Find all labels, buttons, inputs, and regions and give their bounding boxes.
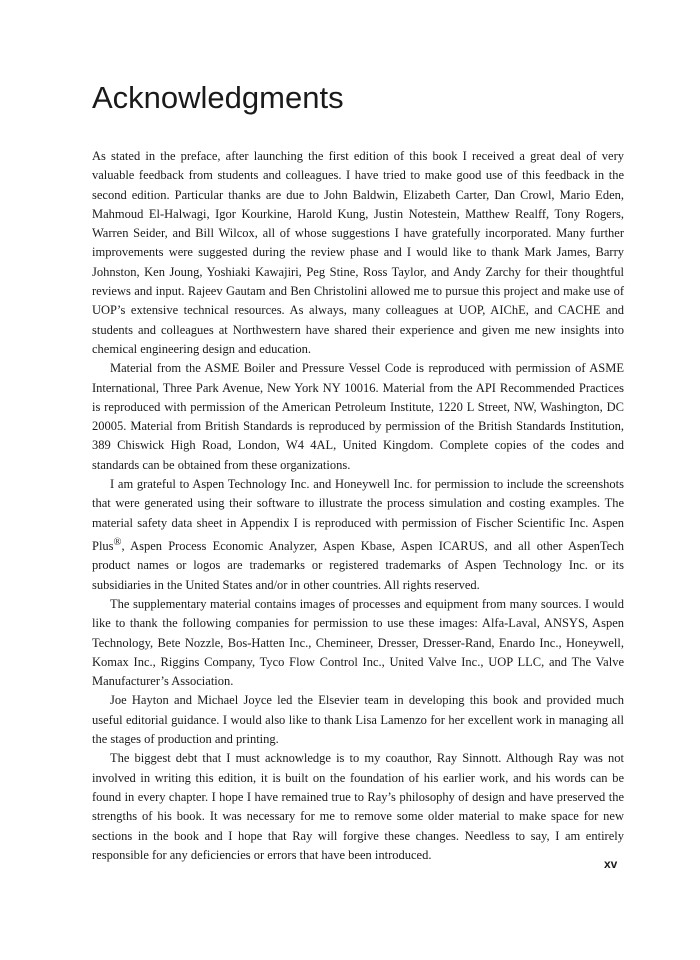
page-title: Acknowledgments (92, 80, 344, 115)
paragraph-editorial-team: Joe Hayton and Michael Joyce led the Elsevier team in developing this book and provided much useful editorial guidance. I would also like to thank Lisa Lamenzo for her excellent work in managing all the stages of production and printing. (92, 693, 624, 747)
paragraph-supplementary-material: The supplementary material contains images of processes and equipment from many sources. I would like to thank the following companies for permission to use these images: Alfa-Laval, ANSYS, Aspen Technology, Bete Nozzle, Bos-Hatten Inc., Chemineer, Dresser, Dresser-Rand, Enardo Inc., Honeywell, Komax Inc., Riggins Company, Tyco Flow Control Inc., United Valve Inc., UOP LLC, and The Valve Manufacturer’s Association. (92, 596, 624, 689)
paragraph-standards-permissions: Material from the ASME Boiler and Pressure Vessel Code is reproduced with permission of ASME International, Three Park Avenue, New York NY 10016. Material from the API Recommended Practices is reproduced with permission of the American Petroleum Institute, 1220 L Street, NW, Washington, DC 20005. Material from British Standards is reproduced by permission of the British Standards Institution, 389 Chiswick High Road, London, W4 4AL, United Kingdom. Complete copies of the codes and standards can be obtained from these organizations. (92, 361, 624, 472)
body-text (92, 147, 624, 865)
paragraph-software-permissions (92, 475, 624, 595)
paragraph-software-text-end: , Aspen Process Economic Analyzer, Aspen Kbase, Aspen ICARUS, and all other AspenTech product names or logos are trademarks or registered trademarks of Aspen Technology Inc. or its subsidiaries in the United States and/or in other countries. All rights reserved. (92, 539, 624, 592)
registered-trademark-mark: ® (113, 536, 122, 548)
paragraph-coauthor: The biggest debt that I must acknowledge is to my coauthor, Ray Sinnott. Although Ray was not involved in writing this edition, it is built on the foundation of his earlier work, and his words can be found in every chapter. I hope I have remained true to Ray’s philosophy of design and have preserved the strengths of his book. It was necessary for me to remove some older material to make space for new sections in the book and I hope that Ray will forgive these changes. Needless to say, I am entirely responsible for any deficiencies or errors that have been introduced. (92, 751, 624, 862)
page-number: xv (604, 857, 618, 871)
paragraph-feedback-thanks: As stated in the preface, after launching the first edition of this book I received a great deal of very valuable feedback from students and colleagues. I have tried to make good use of this feedback in the second edition. Particular thanks are due to John Baldwin, Elizabeth Carter, Dan Crowl, Mario Eden, Mahmoud El-Halwagi, Igor Kourkine, Harold Kung, Justin Notestein, Matthew Realff, Tony Rogers, Warren Seider, and Bill Wilcox, all of whose suggestions I have gratefully incorporated. Many further improvements were suggested during the review phase and I would like to thank Mark James, Barry Johnston, Ken Joung, Yoshiaki Kawajiri, Peg Stine, Ross Taylor, and Andy Zarchy for their thoughtful reviews and input. Rajeev Gautam and Ben Christolini allowed me to pursue this project and make use of UOP’s extensive technical resources. As always, many colleagues at UOP, AIChE, and CACHE and students and colleagues at Northwestern have shared their experience and given me new insights into chemical engineering design and education. (92, 149, 624, 356)
paragraph-software-text-start: I am grateful to Aspen Technology Inc. and Honeywell Inc. for permission to include the screenshots that were generated using their software to illustrate the process simulation and costing examples. The material safety data sheet in Appendix I is reproduced with permission of Fischer Scientific Inc. Aspen Plus (92, 477, 624, 554)
